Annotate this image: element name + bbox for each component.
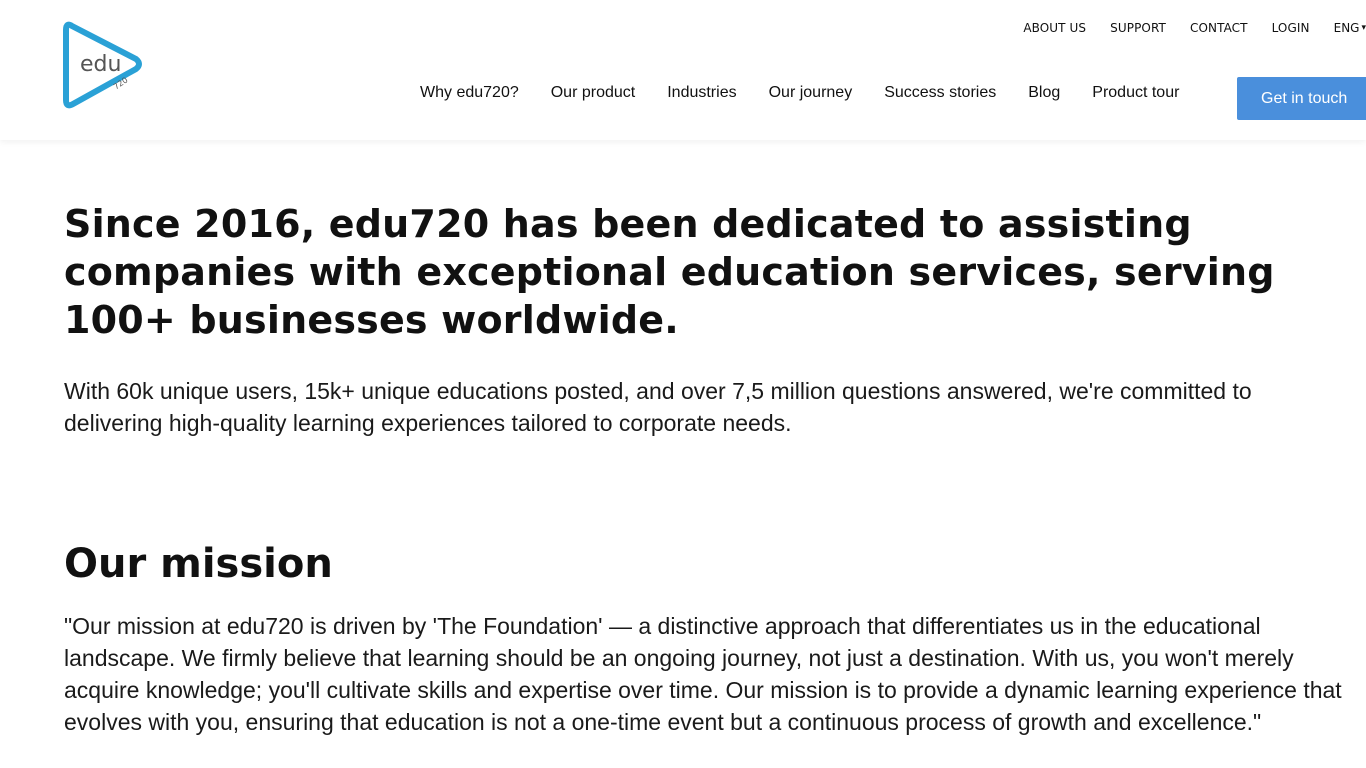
hero-title: Since 2016, edu720 has been dedicated to assisting companies with exceptional education services, serving 100+ businesses worldwide. <box>64 202 1275 342</box>
hero-text: With 60k unique users, 15k+ unique educations posted, and over 7,5 million questions answered, we're committed to delivering high-quality learning experiences tailored to corporate needs. <box>64 378 1252 436</box>
about-content <box>64 200 1366 738</box>
language-label: ENG <box>1333 21 1360 35</box>
nav-item-product-tour[interactable]: Product tour <box>1092 84 1180 101</box>
utility-nav <box>999 21 1366 35</box>
top-link-contact[interactable]: CONTACT <box>1189 21 1248 35</box>
mission-title: Our mission <box>64 541 333 587</box>
mission-text: "Our mission at edu720 is driven by 'The Foundation' — a distinctive approach that differentiates us in the educational landscape. We firmly believe that learning should be an ongoing journey, not just a destination. With us, you won't merely acquire knowledge; you'll cultivate skills and expertise over time. Our mission is to provide a dynamic learning experience that evolves with you, ensuring that education is not a one-time event but a continuous process of growth and excellence." <box>64 613 1342 735</box>
nav-item-why-edu720[interactable]: Why edu720? <box>420 84 519 101</box>
get-in-touch-button[interactable]: Get in touch <box>1237 77 1366 120</box>
chevron-down-icon: ▾ <box>1361 23 1366 33</box>
edu720-logo[interactable] <box>62 18 144 110</box>
nav-item-our-product[interactable]: Our product <box>550 84 636 101</box>
play-triangle-logo-icon <box>62 18 144 110</box>
top-link-login[interactable]: LOGIN <box>1271 21 1310 35</box>
nav-item-success-stories[interactable]: Success stories <box>884 84 997 101</box>
nav-item-our-journey[interactable]: Our journey <box>768 84 853 101</box>
site-header <box>0 0 1366 140</box>
top-link-support[interactable]: SUPPORT <box>1110 21 1166 35</box>
language-selector[interactable] <box>1334 21 1366 35</box>
nav-item-blog[interactable]: Blog <box>1028 84 1061 101</box>
main-nav <box>420 84 1211 102</box>
logo-wordmark: edu <box>80 52 122 77</box>
logo-suffix: 720 <box>111 75 130 92</box>
top-link-about-us[interactable]: ABOUT US <box>1023 21 1087 35</box>
nav-item-industries[interactable]: Industries <box>667 84 737 101</box>
